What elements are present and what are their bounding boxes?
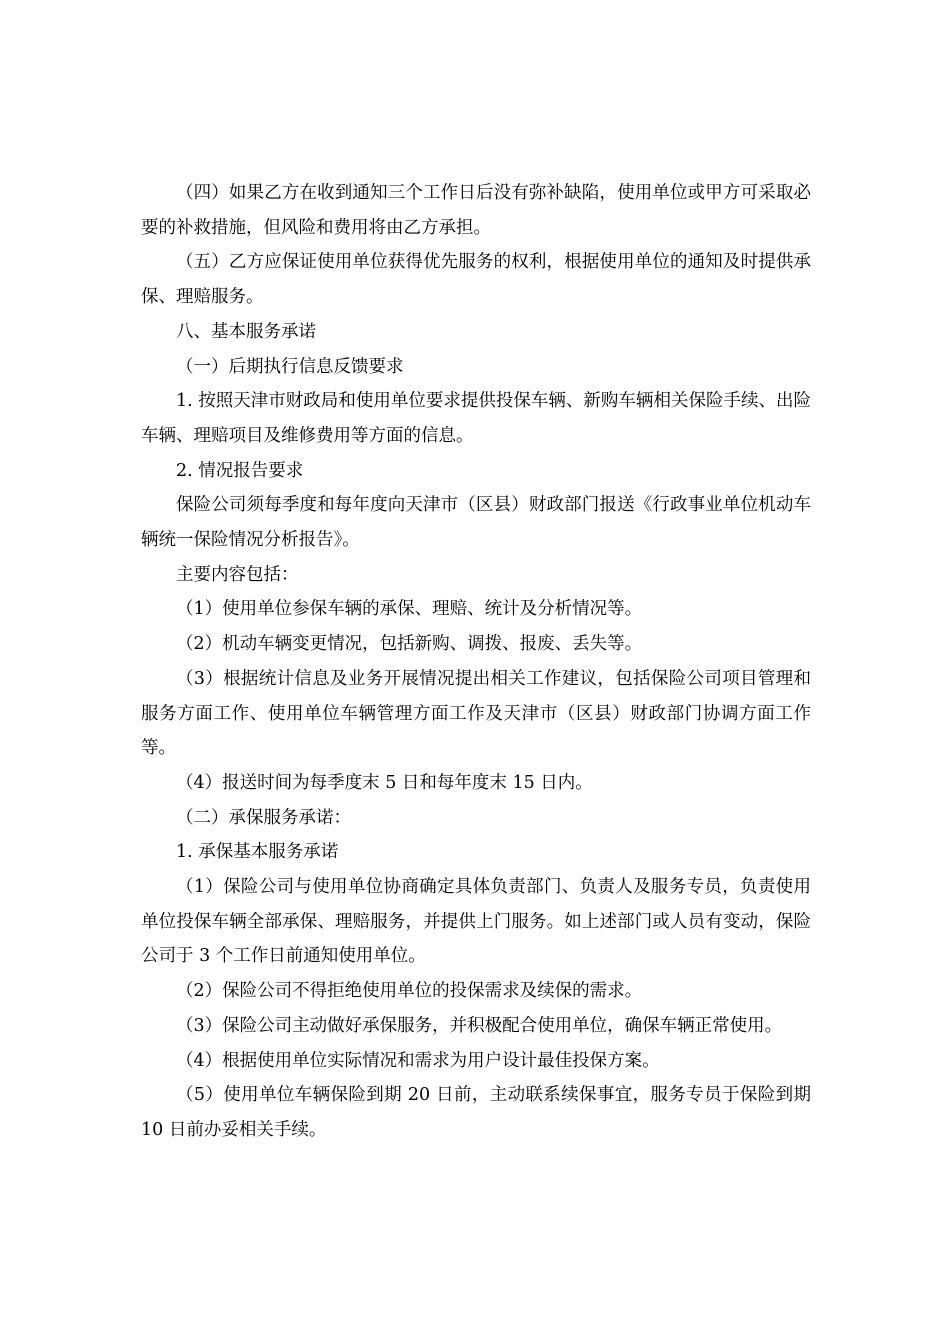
document-body bbox=[141, 176, 811, 1148]
paragraph-report-submission: 保险公司须每季度和每年度向天津市（区县）财政部门报送《行政事业单位机动车辆统一保险情况分析报告》。 bbox=[141, 495, 811, 551]
list-item-underwriting-1: （1）保险公司与使用单位协商确定具体负责部门、负责人及服务专员，负责使用单位投保车辆全部承保、理赔服务，并提供上门服务。如上述部门或人员有变动，保险公司于 3 个工作日前通知使用单位。 bbox=[141, 877, 811, 967]
paragraph-info-provision: 1. 按照天津市财政局和使用单位要求提供投保车辆、新购车辆相关保险手续、出险车辆、理赔项目及维修费用等方面的信息。 bbox=[141, 391, 811, 446]
list-item-underwriting-3: （3）保险公司主动做好承保服务，并积极配合使用单位，确保车辆正常使用。 bbox=[176, 1015, 783, 1036]
paragraph-5-priority-service: （五）乙方应保证使用单位获得优先服务的权利，根据使用单位的通知及时提供承保、理赔服务。 bbox=[141, 252, 811, 308]
paragraph-4-remedy: （四）如果乙方在收到通知三个工作日后没有弥补缺陷，使用单位或甲方可采取必要的补救措施，但风险和费用将由乙方承担。 bbox=[141, 183, 811, 238]
subheading-underwriting-commitment: （二）承保服务承诺： bbox=[176, 807, 351, 828]
list-item-underwriting-5: （5）使用单位车辆保险到期 20 日前，主动联系续保事宜，服务专员于保险到期 10 日前办妥相关手续。 bbox=[141, 1085, 811, 1140]
paragraph-main-contents: 主要内容包括： bbox=[176, 564, 299, 585]
list-item-content-3: （3）根据统计信息及业务开展情况提出相关工作建议，包括保险公司项目管理和服务方面工作、使用单位车辆管理方面工作及天津市（区县）财政部门协调方面工作等。 bbox=[141, 668, 811, 759]
list-item-content-1: （1）使用单位参保车辆的承保、理赔、统计及分析情况等。 bbox=[176, 599, 643, 620]
list-item-content-2: （2）机动车辆变更情况，包括新购、调拨、报废、丢失等。 bbox=[176, 634, 643, 655]
subheading-report-requirements: 2. 情况报告要求 bbox=[176, 460, 304, 481]
subheading-basic-underwriting: 1. 承保基本服务承诺 bbox=[176, 842, 339, 863]
list-item-underwriting-2: （2）保险公司不得拒绝使用单位的投保需求及续保的需求。 bbox=[176, 981, 643, 1002]
list-item-underwriting-4: （4）根据使用单位实际情况和需求为用户设计最佳投保方案。 bbox=[176, 1050, 660, 1071]
section-heading-basic-service: 八、基本服务承诺 bbox=[176, 321, 316, 342]
subheading-feedback-requirements: （一）后期执行信息反馈要求 bbox=[176, 356, 404, 377]
list-item-content-4: （4）报送时间为每季度末 5 日和每年度末 15 日内。 bbox=[176, 772, 593, 793]
